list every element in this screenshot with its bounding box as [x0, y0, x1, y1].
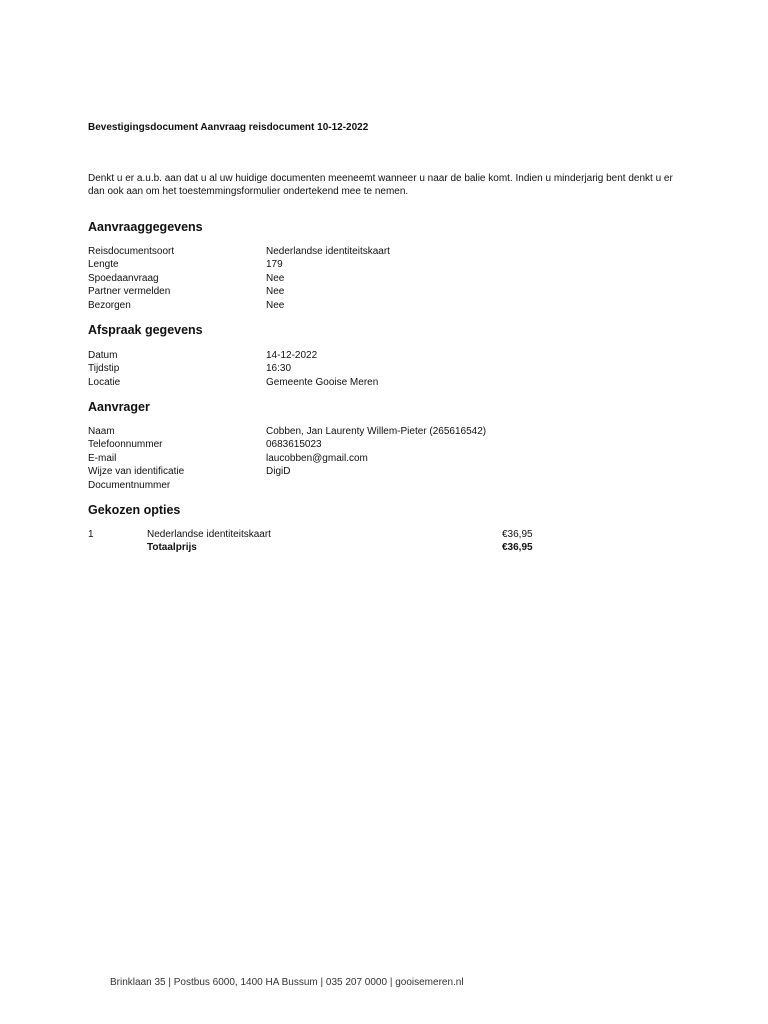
field-label: Documentnummer: [88, 479, 171, 491]
field-label: Tijdstip: [88, 363, 120, 375]
field-value: Nee: [266, 299, 285, 311]
aanvrager-table: [88, 425, 688, 492]
field-value: Gemeente Gooise Meren: [266, 376, 379, 388]
option-price: €36,95: [502, 529, 533, 540]
section-heading-aanvrager: Aanvrager: [88, 400, 150, 414]
afspraak-gegevens-table: [88, 349, 688, 389]
table-row: [88, 245, 688, 258]
field-label: Reisdocumentsoort: [88, 246, 175, 257]
field-value: 14-12-2022: [266, 350, 318, 361]
aanvraaggegevens-table: [88, 245, 688, 312]
table-row: [88, 376, 688, 389]
table-row: [88, 479, 688, 492]
section-heading-gekozen-opties: Gekozen opties: [88, 503, 181, 517]
table-row: [88, 452, 688, 465]
field-label: Naam: [88, 426, 115, 437]
field-value: laucobben@gmail.com: [266, 452, 368, 464]
field-label: Lengte: [88, 259, 119, 271]
table-row: [88, 528, 688, 541]
footer-address: Brinklaan 35 | Postbus 6000, 1400 HA Bussum | 035 207 0000 | gooisemeren.nl: [110, 977, 464, 988]
field-value: 179: [266, 259, 283, 271]
field-label: Locatie: [88, 376, 121, 388]
table-row: [88, 285, 688, 298]
field-label: Partner vermelden: [88, 286, 171, 298]
field-label: Spoedaanvraag: [88, 272, 159, 284]
field-value: Cobben, Jan Laurenty Willem-Pieter (265616542): [266, 426, 487, 437]
table-row: [88, 362, 688, 375]
field-value: Nee: [266, 286, 285, 298]
total-price: €36,95: [502, 542, 533, 554]
field-label: Wijze van identificatie: [88, 466, 185, 478]
field-value: DigiD: [266, 466, 291, 478]
field-value: Nederlandse identiteitskaart: [266, 246, 390, 257]
intro-text: Denkt u er a.u.b. aan dat u al uw huidige documenten meeneemt wanneer u naar de balie komt. Indien u minderjarig bent denkt u er dan ook aan om het toestemmingsformulier ondertekend mee te nemen.: [88, 173, 673, 197]
table-row: [88, 425, 688, 438]
field-value: Nee: [266, 272, 285, 284]
option-description: Nederlandse identiteitskaart: [147, 529, 271, 540]
total-label: Totaalprijs: [147, 542, 197, 554]
field-value: 0683615023: [266, 439, 322, 451]
table-row: [88, 349, 688, 362]
gekozen-opties-table: [88, 528, 688, 555]
table-row: [88, 258, 688, 271]
document-title: Bevestigingsdocument Aanvraag reisdocument 10-12-2022: [88, 122, 369, 133]
table-row: [88, 465, 688, 478]
field-label: E-mail: [88, 452, 117, 464]
field-label: Telefoonnummer: [88, 439, 163, 451]
table-row: [88, 438, 688, 451]
field-label: Datum: [88, 350, 118, 361]
field-label: Bezorgen: [88, 299, 131, 311]
table-row: [88, 272, 688, 285]
table-row: [88, 299, 688, 312]
option-quantity: 1: [88, 529, 94, 540]
total-row: [88, 541, 688, 554]
section-heading-aanvraaggegevens: Aanvraaggegevens: [88, 220, 203, 234]
field-value: 16:30: [266, 363, 292, 375]
section-heading-afspraak-gegevens: Afspraak gegevens: [88, 323, 203, 337]
